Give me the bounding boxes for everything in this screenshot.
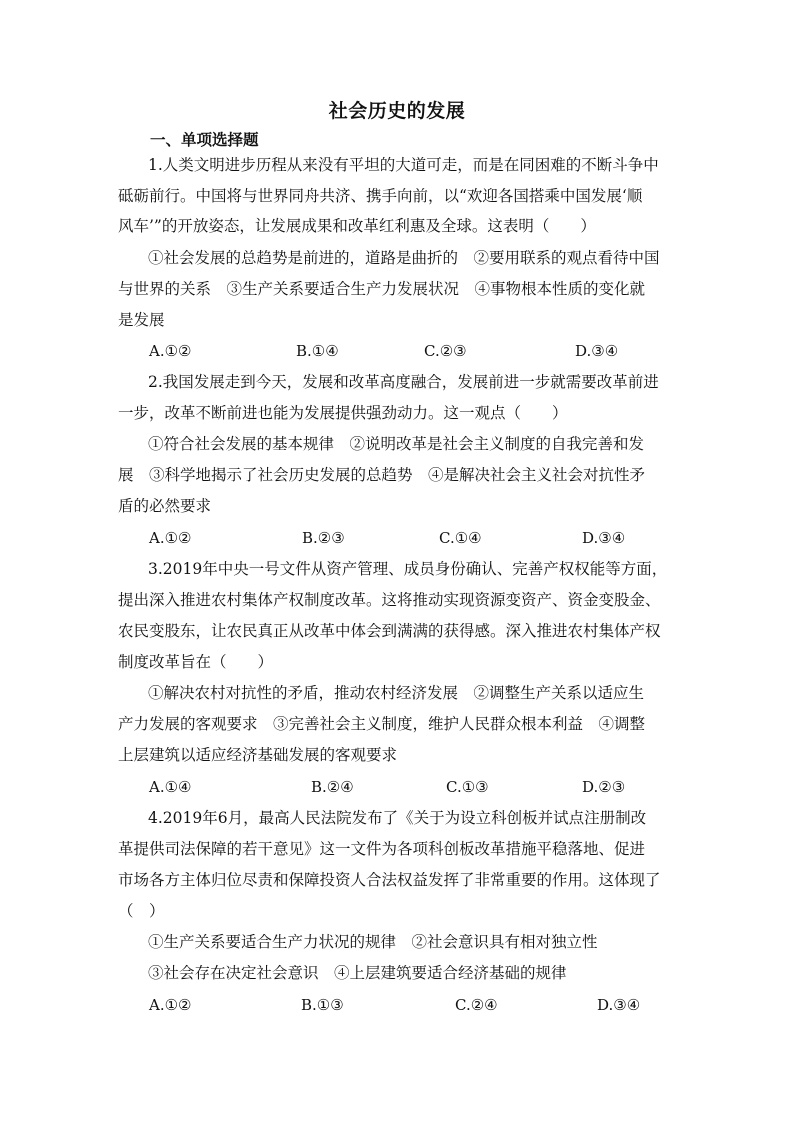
- question-2-option-b: B.②③: [302, 529, 345, 547]
- question-3-option-a: A.①④: [149, 778, 192, 796]
- question-3-line-1: 3.2019年中央一号文件从资产管理、成员身份确认、完善产权权能等方面，: [148, 560, 668, 578]
- question-2-statement-line-3: 盾的必然要求: [118, 497, 212, 515]
- question-1-statement-line-1: ①社会发展的总趋势是前进的，道路是曲折的 ②要用联系的观点看待中国: [148, 249, 660, 267]
- question-1-option-a: A.①②: [149, 342, 192, 360]
- question-1-line-3: 风车’”的开放姿态，让发展成果和改革红利惠及全球。这表明（ ）: [118, 217, 596, 235]
- section-heading: 一、单项选择题: [150, 131, 259, 149]
- question-2-statement-line-2: 展 ③科学地揭示了社会历史发展的总趋势 ④是解决社会主义社会对抗性矛: [118, 466, 646, 484]
- question-1-line-1: 1.人类文明进步历程从来没有平坦的大道可走，而是在同困难的不断斗争中: [148, 156, 659, 174]
- question-4-line-4: （ ）: [118, 902, 165, 920]
- question-1-option-b: B.①④: [296, 342, 339, 360]
- question-3-option-d: D.②③: [582, 778, 626, 796]
- question-3-line-3: 农民变股东，让农民真正从改革中体会到满满的获得感。深入推进农村集体产权: [118, 622, 661, 640]
- question-4-option-a: A.①②: [149, 996, 192, 1014]
- question-4-line-3: 市场各方主体归位尽责和保障投资人合法权益发挥了非常重要的作用。这体现了: [118, 871, 661, 889]
- question-3-statement-line-2: 产力发展的客观要求 ③完善社会主义制度，维护人民群众根本利益 ④调整: [118, 715, 646, 733]
- question-1-option-d: D.③④: [575, 342, 619, 360]
- question-4-statement-line-2: ③社会存在决定社会意识 ④上层建筑要适合经济基础的规律: [148, 964, 567, 982]
- question-4-statement-line-1: ①生产关系要适合生产力状况的规律 ②社会意识具有相对独立性: [148, 933, 598, 951]
- question-2-statement-line-1: ①符合社会发展的基本规律 ②说明改革是社会主义制度的自我完善和发: [148, 435, 645, 453]
- question-1-line-2: 砥砺前行。中国将与世界同舟共济、携手向前，以“欢迎各国搭乘中国发展‘顺: [118, 187, 643, 205]
- question-3-line-2: 提出深入推进农村集体产权制度改革。这将推动实现资源变资产、资金变股金、: [118, 591, 661, 609]
- question-2-option-d: D.③④: [582, 529, 626, 547]
- question-4-line-2: 革提供司法保障的若干意见》这一文件为各项科创板改革措施平稳落地、促进: [118, 840, 646, 858]
- question-2-option-a: A.①②: [149, 529, 192, 547]
- question-3-line-4: 制度改革旨在（ ）: [118, 653, 274, 671]
- question-2-line-2: 一步，改革不断前进也能为发展提供强劲动力。这一观点（ ）: [118, 404, 568, 422]
- question-3-option-c: C.①③: [446, 778, 489, 796]
- question-4-line-1: 4.2019年6月，最高人民法院发布了《关于为设立科创板并试点注册制改: [148, 809, 647, 827]
- question-1-statement-line-2: 与世界的关系 ③生产关系要适合生产力发展状况 ④事物根本性质的变化就: [118, 280, 646, 298]
- question-1-statement-line-3: 是发展: [118, 311, 165, 329]
- question-3-option-b: B.②④: [311, 778, 354, 796]
- question-4-option-d: D.③④: [597, 996, 641, 1014]
- page-title: 社会历史的发展: [328, 100, 466, 122]
- question-2-option-c: C.①④: [439, 529, 482, 547]
- question-3-statement-line-3: 上层建筑以适应经济基础发展的客观要求: [118, 746, 398, 764]
- question-4-option-c: C.②④: [455, 996, 498, 1014]
- question-4-option-b: B.①③: [301, 996, 344, 1014]
- question-3-statement-line-1: ①解决农村对抗性的矛盾，推动农村经济发展 ②调整生产关系以适应生: [148, 684, 645, 702]
- question-1-option-c: C.②③: [424, 342, 467, 360]
- question-2-line-1: 2.我国发展走到今天，发展和改革高度融合，发展前进一步就需要改革前进: [148, 373, 659, 391]
